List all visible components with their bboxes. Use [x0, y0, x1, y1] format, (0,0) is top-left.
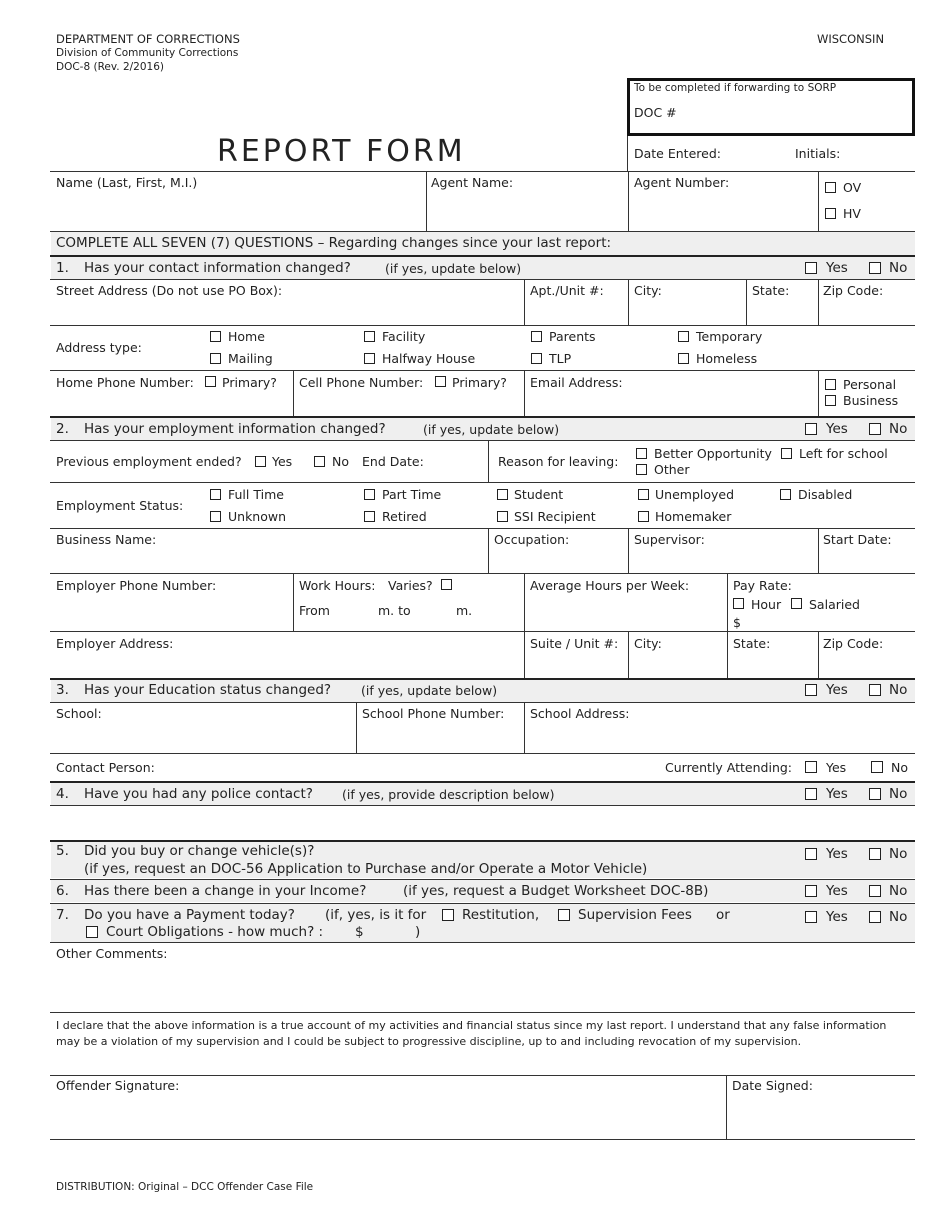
pay-salaried-label: Salaried [809, 597, 860, 612]
form-number: DOC-8 (Rev. 2/2016) [56, 61, 164, 73]
school-address-field[interactable] [528, 723, 912, 749]
pay-rate-label: Pay Rate: [733, 578, 792, 593]
reason-left-school-label: Left for school [799, 446, 888, 461]
employer-state-field[interactable] [731, 653, 814, 675]
q7-hint: (if, yes, is it for [325, 907, 427, 923]
contact-person-label: Contact Person: [56, 760, 155, 775]
suite-label: Suite / Unit #: [530, 636, 619, 651]
home-phone-label: Home Phone Number: [56, 375, 194, 390]
date-signed-field[interactable] [730, 1096, 912, 1136]
contact-person-field[interactable] [160, 757, 640, 777]
reason-better-opportunity-label: Better Opportunity [654, 446, 772, 461]
apt-label: Apt./Unit #: [530, 283, 604, 298]
q1-no-checkbox[interactable] [869, 262, 881, 274]
status-retired-label: Retired [382, 509, 427, 524]
q5-question: Did you buy or change vehicle(s)? [84, 843, 315, 859]
occupation-label: Occupation: [494, 532, 570, 547]
status-disabled-checkbox[interactable] [780, 489, 791, 500]
q5-yes-checkbox[interactable] [805, 848, 817, 860]
employer-city-label: City: [634, 636, 662, 651]
other-comments-label: Other Comments: [56, 946, 168, 961]
attending-yes-label: Yes [826, 760, 847, 775]
pay-dollar-sign: $ [733, 615, 741, 630]
q5-no-checkbox[interactable] [869, 848, 881, 860]
q1-no-label: No [889, 260, 908, 276]
doc-number-field[interactable] [683, 104, 903, 122]
employer-zip-field[interactable] [822, 653, 912, 675]
restitution-checkbox[interactable] [442, 909, 454, 921]
q3-yes-checkbox[interactable] [805, 684, 817, 696]
school-address-label: School Address: [530, 706, 630, 721]
q4-no-checkbox[interactable] [869, 788, 881, 800]
employer-phone-label: Employer Phone Number: [56, 578, 217, 593]
address-type-mailing-label: Mailing [228, 351, 273, 366]
q1-yes-label: Yes [826, 260, 848, 276]
address-type-label: Address type: [56, 340, 142, 355]
email-field[interactable] [528, 392, 814, 414]
q6-question: Has there been a change in your Income? [84, 883, 367, 899]
address-type-halfway-label: Halfway House [382, 351, 476, 366]
attending-no-checkbox[interactable] [871, 761, 883, 773]
address-type-home-checkbox[interactable] [210, 331, 221, 342]
q4-yes-checkbox[interactable] [805, 788, 817, 800]
m-to-label: m. to [378, 603, 411, 618]
reason-other-label: Other [654, 462, 690, 477]
page-title: REPORT FORM [217, 134, 466, 169]
ov-label: OV [843, 180, 862, 195]
court-obligations-checkbox[interactable] [86, 926, 98, 938]
address-type-homeless-checkbox[interactable] [678, 353, 689, 364]
address-type-tlp-label: TLP [549, 351, 572, 366]
division-name: Division of Community Corrections [56, 47, 239, 59]
state-name: WISCONSIN [817, 32, 885, 46]
q1-hint: (if yes, update below) [385, 261, 522, 276]
q3-question: Has your Education status changed? [84, 682, 332, 698]
agent-number-label: Agent Number: [634, 175, 730, 190]
cell-phone-primary-checkbox[interactable] [435, 376, 446, 387]
currently-attending-label: Currently Attending: [665, 760, 793, 775]
employer-zip-label: Zip Code: [823, 636, 884, 651]
address-type-temporary-label: Temporary [696, 329, 763, 344]
email-label: Email Address: [530, 375, 623, 390]
q2-no-checkbox[interactable] [869, 423, 881, 435]
cell-phone-field[interactable] [297, 392, 520, 414]
status-student-label: Student [514, 487, 564, 502]
end-date-label: End Date: [362, 454, 424, 469]
street-address-label: Street Address (Do not use PO Box): [56, 283, 283, 298]
q7-no-label: No [889, 909, 908, 925]
status-homemaker-label: Homemaker [655, 509, 732, 524]
avg-hours-field[interactable] [528, 597, 722, 627]
q6-number: 6. [56, 883, 69, 899]
home-phone-primary-label: Primary? [222, 375, 277, 390]
distribution-note: DISTRIBUTION: Original – DCC Offender Case File [56, 1181, 314, 1193]
doc-number-label: DOC # [634, 105, 677, 120]
q2-hint: (if yes, update below) [423, 422, 560, 437]
city-field[interactable] [632, 300, 742, 322]
q4-question: Have you had any police contact? [84, 786, 313, 802]
avg-hours-label: Average Hours per Week: [530, 578, 690, 593]
zip-field[interactable] [822, 300, 912, 322]
supervisor-field[interactable] [632, 549, 814, 571]
address-type-mailing-checkbox[interactable] [210, 353, 221, 364]
status-unemployed-checkbox[interactable] [638, 489, 649, 500]
address-type-facility-label: Facility [382, 329, 426, 344]
q7-or: or [716, 907, 730, 923]
ov-checkbox[interactable] [825, 182, 836, 193]
pay-hour-label: Hour [751, 597, 782, 612]
status-retired-checkbox[interactable] [364, 511, 375, 522]
q1-number: 1. [56, 260, 69, 276]
q3-number: 3. [56, 682, 69, 698]
q7-no-checkbox[interactable] [869, 911, 881, 923]
home-phone-field[interactable] [52, 392, 288, 414]
home-phone-primary-checkbox[interactable] [205, 376, 216, 387]
employment-status-label: Employment Status: [56, 498, 184, 513]
hv-label: HV [843, 206, 861, 221]
address-type-halfway-checkbox[interactable] [364, 353, 375, 364]
status-homemaker-checkbox[interactable] [638, 511, 649, 522]
restitution-label: Restitution, [462, 907, 540, 923]
name-label: Name (Last, First, M.I.) [56, 175, 198, 190]
employer-address-field[interactable] [52, 653, 520, 675]
other-comments-field[interactable] [52, 963, 912, 1009]
q7-close-paren: ) [415, 924, 421, 940]
agent-number-field[interactable] [632, 193, 814, 227]
date-signed-label: Date Signed: [732, 1078, 813, 1093]
q6-hint: (if yes, request a Budget Worksheet DOC-8B) [403, 883, 709, 899]
attending-yes-checkbox[interactable] [805, 761, 817, 773]
employer-address-label: Employer Address: [56, 636, 174, 651]
prev-employment-no-label: No [332, 454, 349, 469]
status-ssi-checkbox[interactable] [497, 511, 508, 522]
prev-employment-no-checkbox[interactable] [314, 456, 325, 467]
m-label: m. [456, 603, 473, 618]
employer-city-field[interactable] [632, 653, 723, 675]
email-personal-label: Personal [843, 377, 897, 392]
signature-label: Offender Signature: [56, 1078, 180, 1093]
apt-field[interactable] [528, 300, 624, 322]
supervisor-label: Supervisor: [634, 532, 705, 547]
start-date-field[interactable] [822, 549, 912, 571]
end-date-field[interactable] [428, 450, 484, 472]
address-type-home-label: Home [228, 329, 265, 344]
q2-no-label: No [889, 421, 908, 437]
status-part-time-label: Part Time [382, 487, 442, 502]
q4-hint: (if yes, provide description below) [342, 787, 555, 802]
pay-hour-checkbox[interactable] [733, 598, 744, 609]
zip-label: Zip Code: [823, 283, 884, 298]
business-name-field[interactable] [52, 549, 484, 571]
address-type-parents-label: Parents [549, 329, 596, 344]
initials-label: Initials: [795, 146, 841, 161]
school-phone-label: School Phone Number: [362, 706, 505, 721]
reason-better-opportunity-checkbox[interactable] [636, 448, 647, 459]
email-business-label: Business [843, 393, 899, 408]
payment-amount-field[interactable] [366, 923, 412, 941]
street-address-field[interactable] [52, 300, 520, 322]
reason-other-checkbox[interactable] [636, 464, 647, 475]
department-name: DEPARTMENT OF CORRECTIONS [56, 32, 240, 46]
q7-question: Do you have a Payment today? [84, 907, 295, 923]
q2-yes-label: Yes [826, 421, 848, 437]
address-type-temporary-checkbox[interactable] [678, 331, 689, 342]
start-date-label: Start Date: [823, 532, 892, 547]
payment-dollar-sign: $ [355, 924, 364, 940]
cell-phone-label: Cell Phone Number: [299, 375, 424, 390]
prev-employment-yes-label: Yes [272, 454, 293, 469]
q3-no-label: No [889, 682, 908, 698]
state-label: State: [752, 283, 790, 298]
q1-yes-checkbox[interactable] [805, 262, 817, 274]
agent-name-field[interactable] [430, 193, 624, 227]
suite-field[interactable] [528, 653, 624, 675]
status-disabled-label: Disabled [798, 487, 853, 502]
prev-employment-label: Previous employment ended? [56, 454, 242, 469]
hv-checkbox[interactable] [825, 208, 836, 219]
q3-no-checkbox[interactable] [869, 684, 881, 696]
varies-checkbox[interactable] [441, 579, 452, 590]
court-obligations-label: Court Obligations - how much? : [106, 924, 324, 940]
sorp-note: To be completed if forwarding to SORP [634, 82, 837, 94]
q5-no-label: No [889, 846, 908, 862]
business-name-label: Business Name: [56, 532, 157, 547]
q7-number: 7. [56, 907, 69, 923]
employer-phone-field[interactable] [52, 597, 288, 627]
name-field[interactable] [52, 193, 422, 227]
from-time-field[interactable] [334, 600, 374, 618]
employer-state-label: State: [733, 636, 771, 651]
q4-yes-label: Yes [826, 786, 848, 802]
pay-amount-field[interactable] [745, 614, 910, 629]
status-unknown-label: Unknown [228, 509, 287, 524]
agent-name-label: Agent Name: [431, 175, 514, 190]
q6-no-label: No [889, 883, 908, 899]
status-full-time-label: Full Time [228, 487, 284, 502]
q6-yes-label: Yes [826, 883, 848, 899]
attending-no-label: No [891, 760, 908, 775]
address-type-facility-checkbox[interactable] [364, 331, 375, 342]
status-ssi-label: SSI Recipient [514, 509, 596, 524]
signature-field[interactable] [52, 1096, 722, 1136]
q5-hint: (if yes, request an DOC-56 Application to Purchase and/or Operate a Motor Vehicle) [84, 861, 648, 877]
city-label: City: [634, 283, 662, 298]
to-time-field[interactable] [414, 600, 454, 618]
q6-no-checkbox[interactable] [869, 885, 881, 897]
supervision-fees-label: Supervision Fees [578, 907, 692, 923]
status-student-checkbox[interactable] [497, 489, 508, 500]
q4-no-label: No [889, 786, 908, 802]
date-entered-label: Date Entered: [634, 146, 721, 161]
q7-yes-label: Yes [826, 909, 848, 925]
occupation-field[interactable] [492, 549, 624, 571]
varies-label: Varies? [388, 578, 433, 593]
from-label: From [299, 603, 330, 618]
q1-question: Has your contact information changed? [84, 260, 351, 276]
address-type-homeless-label: Homeless [696, 351, 758, 366]
q3-hint: (if yes, update below) [361, 683, 498, 698]
q2-yes-checkbox[interactable] [805, 423, 817, 435]
address-type-parents-checkbox[interactable] [531, 331, 542, 342]
status-unemployed-label: Unemployed [655, 487, 735, 502]
status-full-time-checkbox[interactable] [210, 489, 221, 500]
school-phone-field[interactable] [360, 723, 520, 749]
q5-number: 5. [56, 843, 69, 859]
status-unknown-checkbox[interactable] [210, 511, 221, 522]
supervision-fees-checkbox[interactable] [558, 909, 570, 921]
reason-left-school-checkbox[interactable] [781, 448, 792, 459]
cell-phone-primary-label: Primary? [452, 375, 507, 390]
state-field[interactable] [750, 300, 814, 322]
email-personal-checkbox[interactable] [825, 379, 836, 390]
address-type-tlp-checkbox[interactable] [531, 353, 542, 364]
prev-employment-yes-checkbox[interactable] [255, 456, 266, 467]
q5-yes-label: Yes [826, 846, 848, 862]
reason-leaving-label: Reason for leaving: [498, 454, 619, 469]
instructions: COMPLETE ALL SEVEN (7) QUESTIONS – Regarding changes since your last report: [56, 235, 612, 251]
work-hours-label: Work Hours: [299, 578, 376, 593]
q2-question: Has your employment information changed? [84, 421, 386, 437]
q6-yes-checkbox[interactable] [805, 885, 817, 897]
school-field[interactable] [52, 723, 352, 749]
q2-number: 2. [56, 421, 69, 437]
status-part-time-checkbox[interactable] [364, 489, 375, 500]
q3-yes-label: Yes [826, 682, 848, 698]
declaration-text: I declare that the above information is a true account of my activities and financial status since my last report. I understand that any false information may be a violation of my supervision and I could be subject to progressive discipline, up to and including revocation of my supervision. [56, 1019, 887, 1048]
q4-number: 4. [56, 786, 69, 802]
pay-salaried-checkbox[interactable] [791, 598, 802, 609]
q7-yes-checkbox[interactable] [805, 911, 817, 923]
email-business-checkbox[interactable] [825, 395, 836, 406]
school-label: School: [56, 706, 102, 721]
police-contact-description-field[interactable] [52, 807, 912, 839]
